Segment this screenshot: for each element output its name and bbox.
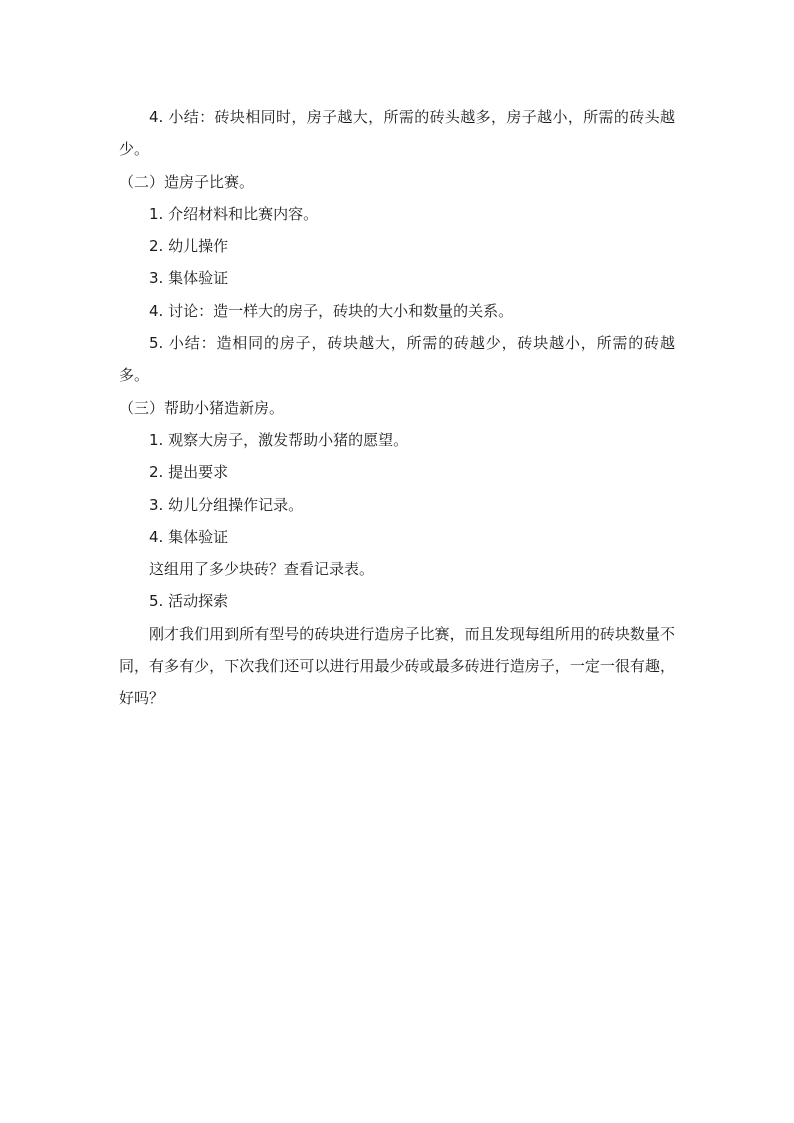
list-item: 这组用了多少块砖？查看记录表。 — [149, 560, 375, 579]
section-heading-2: （二）造房子比赛。 — [119, 172, 255, 191]
list-item: 3. 集体验证 — [149, 269, 229, 288]
list-item: 1. 介绍材料和比赛内容。 — [149, 204, 319, 223]
list-item: 4. 集体验证 — [149, 527, 229, 546]
list-item: 5. 活动探索 — [149, 592, 229, 611]
list-item: 3. 幼儿分组操作记录。 — [149, 495, 304, 514]
closing-paragraph: 刚才我们用到所有型号的砖块进行造房子比赛，而且发现每组所用的砖块数量不同，有多有少，下次我们还可以进行用最少砖或最多砖进行造房子，一定一很有趣，好吗？ — [119, 624, 675, 708]
list-item: 2. 幼儿操作 — [149, 237, 229, 256]
document-body — [119, 101, 675, 715]
list-item: 2. 提出要求 — [149, 463, 229, 482]
summary-paragraph-1: 4. 小结：砖块相同时，房子越大，所需的砖头越多，房子越小，所需的砖头越少。 — [119, 108, 675, 159]
section-heading-3: （三）帮助小猪造新房。 — [119, 398, 285, 417]
list-item: 4. 讨论：造一样大的房子，砖块的大小和数量的关系。 — [149, 301, 514, 320]
list-item: 1. 观察大房子，激发帮助小猪的愿望。 — [149, 430, 409, 449]
summary-paragraph-2: 5. 小结：造相同的房子，砖块越大，所需的砖越少，砖块越小，所需的砖越多。 — [119, 334, 675, 385]
